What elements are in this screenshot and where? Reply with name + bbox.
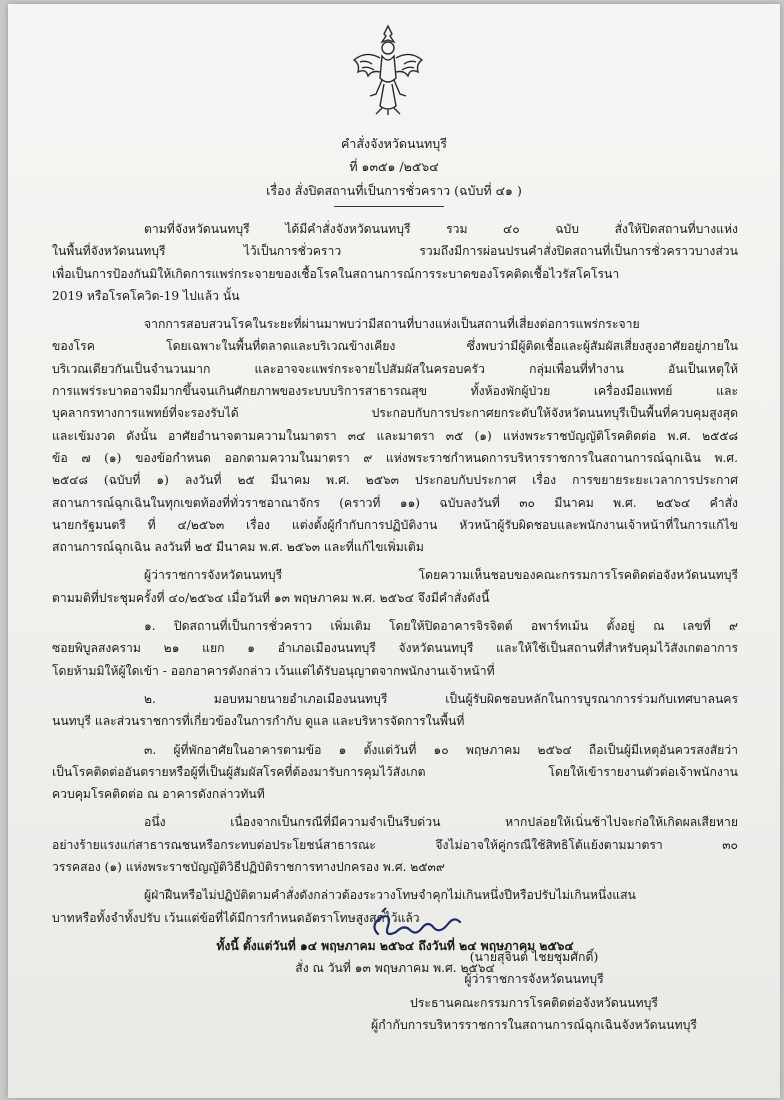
order-title: คำสั่งจังหวัดนนทบุรี [341,136,447,151]
item-line: ๒. มอบหมายนายอำเภอเมืองนนทบุรี เป็นผู้รับผิดชอบหลักในการบูรณาการร่วมกับเทศบาลนคร [144,691,738,706]
item-line: ๓. ผู้ที่พักอาศัยในอาคารตามข้อ ๑ ตั้งแต่วันที่ ๑๐ พฤษภาคม ๒๕๖๔ ถือเป็นผู้มีเหตุอันควรสงสัยว่า [144,742,738,757]
body-line: ผู้ฝ่าฝืนหรือไม่ปฏิบัติตามคำสั่งดังกล่าวต้องระวางโทษจำคุกไม่เกินหนึ่งปีหรือปรับไม่เกินหนึ่งแสน [144,888,636,903]
body-line: อย่างร้ายแรงแก่สาธารณชนหรือกระทบต่อประโยชน์สาธารณะ จึงไม่อาจให้คู่กรณีใช้สิทธิโต้แย้งตามมาตรา ๓๐ [52,837,738,852]
body-line: ตามมติที่ประชุมครั้งที่ ๔๐/๒๕๖๔ เมื่อวันที่ ๑๓ พฤษภาคม พ.ศ. ๒๕๖๔ จึงมีคำสั่งดังนี้ [52,590,490,605]
body-line: ผู้ว่าราชการจังหวัดนนทบุรี โดยความเห็นชอบของคณะกรรมการโรคติดต่อจังหวัดนนทบุรี [144,568,738,583]
garuda-emblem-icon [346,20,430,116]
effective-dates: ทั้งนี้ ตั้งแต่วันที่ ๑๔ พฤษภาคม ๒๕๖๔ ถึงวันที่ ๒๔ พฤษภาคม ๒๕๖๔ [216,938,574,953]
item-line: ควบคุมโรคติดต่อ ณ อาคารดังกล่าวทันที [52,787,265,802]
body-line: นายกรัฐมนตรี ที่ ๔/๒๕๖๓ เรื่อง แต่งตั้งผู้กำกับการปฏิบัติงาน หัวหน้าผู้รับผิดชอบและพนักงานเจ้าหน้าที่ในการแก้ไข [52,517,738,532]
body-line: ตามที่จังหวัดนนทบุรี ได้มีคำสั่งจังหวัดนนทบุรี รวม ๔๐ ฉบับ สั่งให้ปิดสถานที่บางแห่ง [144,222,738,236]
handwritten-signature-icon [356,904,476,944]
body-line: ๒๕๔๘ (ฉบับที่ ๑) ลงวันที่ ๒๕ มีนาคม พ.ศ. ๒๕๖๓ ประกอบกับประกาศ เรื่อง การขยายระยะเวลาการประกาศ [52,473,738,488]
body-line: บาทหรือทั้งจำทั้งปรับ เว้นแต่ข้อที่ได้มีการกำหนดอัตราโทษสูงสุดไว้แล้ว [52,910,420,925]
body-line: ข้อ ๗ (๑) ของข้อกำหนด ออกตามความในมาตรา ๙ แห่งพระราชกำหนดการบริหารราชการในสถานการณ์ฉุกเฉิน พ.ศ. [52,450,738,465]
document-page [8,4,780,1098]
body-line: บุคลากรทางการแพทย์ที่จะรองรับได้ ประกอบกับการประกาศยกระดับให้จังหวัดนนทบุรีเป็นพื้นที่ควบคุมสูงสุด [52,406,738,421]
body-line: สถานการณ์ฉุกเฉินในทุกเขตท้องที่ทั่วราชอาณาจักร (คราวที่ ๑๑) ฉบับลงวันที่ ๓๐ มีนาคม พ.ศ. ๒๕๖๔ คำสั่ง [52,495,738,510]
order-subject: เรื่อง สั่งปิดสถานที่เป็นการชั่วคราว (ฉบับที่ ๔๑ ) [266,183,522,198]
body-line: เพื่อเป็นการป้องกันมิให้เกิดการแพร่กระจายของเชื้อโรคในสถานการณ์การระบาดของโรคติดเชื้อไวรัสโคโรนา [52,266,620,281]
body-line: ในพื้นที่จังหวัดนนทบุรี ไว้เป็นการชั่วคราว รวมถึงมีการผ่อนปรนคำสั่งปิดสถานที่เป็นการชั่วคราวบางส่วน [52,244,738,259]
signer-role: ผู้กำกับการบริหารราชการในสถานการณ์ฉุกเฉินจังหวัดนนทบุรี [371,1018,697,1032]
item-line: เป็นโรคติดต่ออันตรายหรือผู้ที่เป็นผู้สัมผัสโรคที่ต้องมารับการคุมไว้สังเกต โดยให้เข้ารายงานตัวต่อเจ้าพนักงาน [52,764,738,779]
body-line: การแพร่ระบาดอาจมีมากขึ้นจนเกินศักยภาพของระบบบริการสาธารณสุข ทั้งห้องพักผู้ป่วย เครื่องมือแพทย์ และ [52,384,738,399]
signer-role: ประธานคณะกรรมการโรคติดต่อจังหวัดนนทบุรี [409,996,659,1010]
body-line: ของโรค โดยเฉพาะในพื้นที่ตลาดและบริเวณข้างเคียง ซึ่งพบว่ามีผู้ติดเชื้อและผู้สัมผัสเสี่ยงสูงอาศัยอยู่ภายใน [52,339,738,354]
body-line: สถานการณ์ฉุกเฉิน ลงวันที่ ๒๕ มีนาคม พ.ศ. ๒๕๖๓ และที่แก้ไขเพิ่มเติม [52,540,424,555]
item-line: ซอยพิบูลสงคราม ๒๑ แยก ๑ อำเภอเมืองนนทบุรี จังหวัดนนทบุรี และให้ใช้เป็นสถานที่สำหรับคุมไว้สังเกตอาการ [52,641,738,656]
body-line: 2019 หรือโรคโควิด-19 ไปแล้ว นั้น [52,288,240,303]
body-line: จากการสอบสวนโรคในระยะที่ผ่านมาพบว่ามีสถานที่บางแห่งเป็นสถานที่เสี่ยงต่อการแพร่กระจาย [144,317,640,332]
body-line: อนึ่ง เนื่องจากเป็นกรณีที่มีความจำเป็นรีบด่วน หากปล่อยให้เนิ่นช้าไปจะก่อให้เกิดผลเสียหาย [144,815,738,830]
body-line: บริเวณเดียวกันเป็นจำนวนมาก และอาจจะแพร่กระจายไปสัมผัสในครอบครัว กลุ่มเพื่อนที่ทำงาน อันเป็นเหตุให้ [52,361,738,376]
signer-role: ผู้ว่าราชการจังหวัดนนทบุรี [464,972,604,986]
item-line: ๑. ปิดสถานที่เป็นการชั่วคราว เพิ่มเติม โดยให้ปิดอาคารจิรจิตต์ อพาร์ทเม้น ตั้งอยู่ ณ เลขที่ ๙ [144,619,738,634]
signer-name: (นายสุจินต์ ไชยชุมศักดิ์) [469,950,599,964]
body-line: และเข้มงวด ดังนั้น อาศัยอำนาจตามความในมาตรา ๓๔ และมาตรา ๓๕ (๑) แห่งพระราชบัญญัติโรคติดต่อ พ.ศ. ๒๕๕๘ [52,428,738,443]
order-body [52,218,738,980]
order-date: สั่ง ณ วันที่ ๑๓ พฤษภาคม พ.ศ. ๒๕๖๔ [295,961,495,976]
item-line: โดยห้ามมิให้ผู้ใดเข้า - ออกอาคารดังกล่าว เว้นแต่ได้รับอนุญาตจากพนักงานเจ้าหน้าที่ [52,663,495,678]
order-number: ที่ ๑๓๕๑ /๒๕๖๔ [349,159,439,174]
header-divider [334,206,444,207]
item-line: นนทบุรี และส่วนราชการที่เกี่ยวข้องในการกำกับ ดูแล และบริหารจัดการในพื้นที่ [52,714,465,729]
body-line: วรรคสอง (๑) แห่งพระราชบัญญัติวิธีปฏิบัติราชการทางปกครอง พ.ศ. ๒๕๓๙ [52,860,445,875]
